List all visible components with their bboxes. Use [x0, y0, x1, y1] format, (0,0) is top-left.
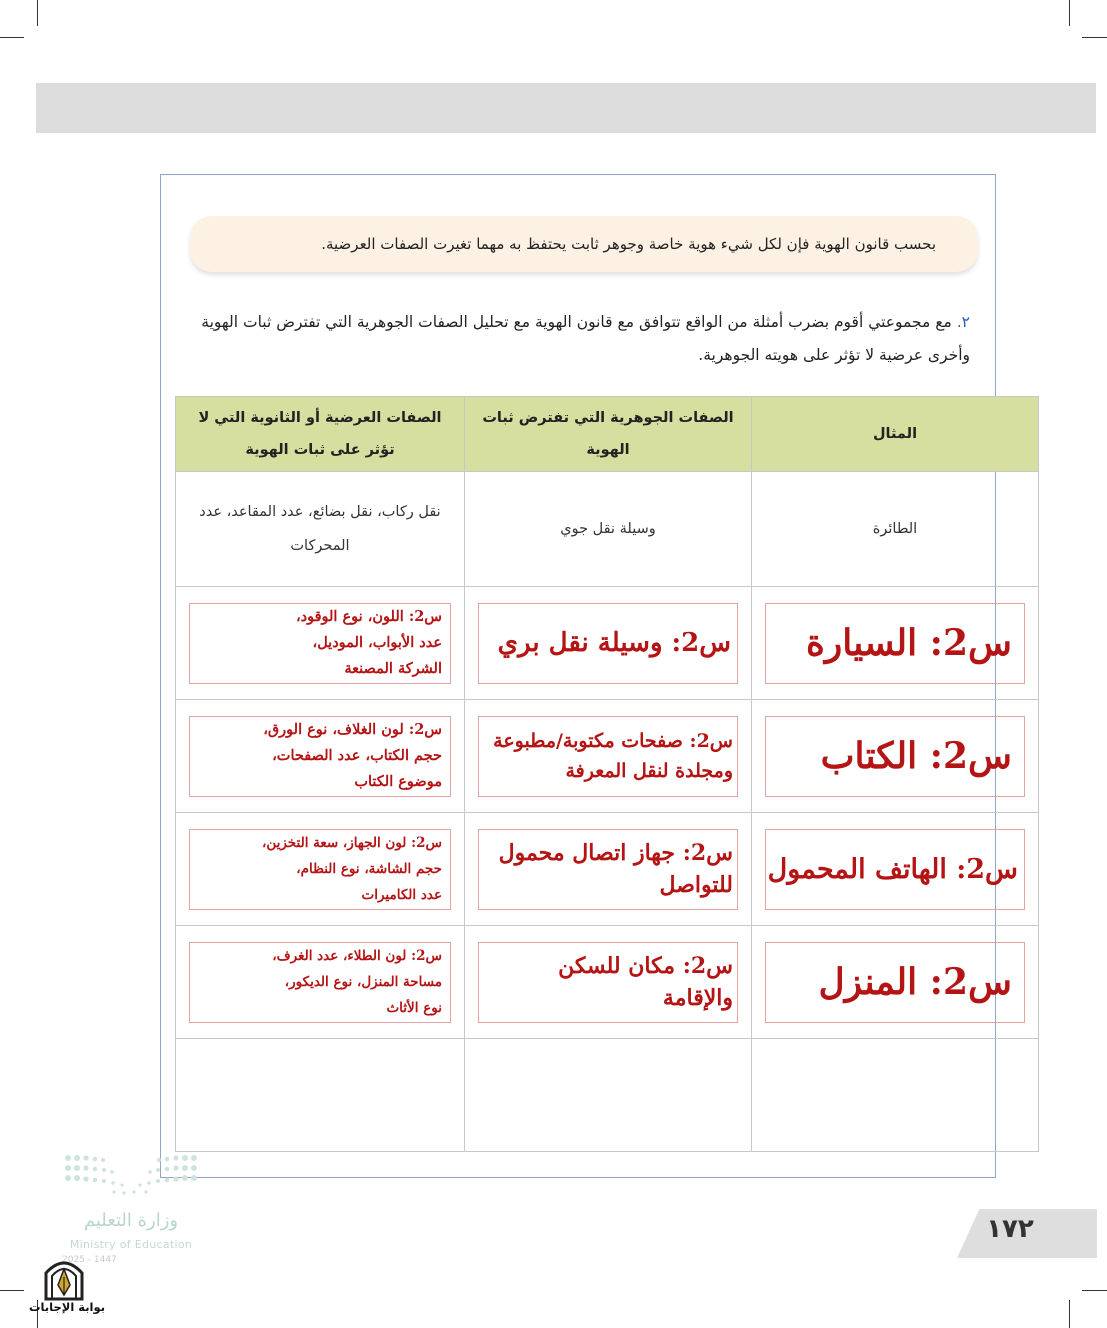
example-cell: الطائرة	[752, 472, 1039, 587]
header-essential: الصفات الجوهرية التي تفترض ثبات الهوية	[465, 397, 752, 472]
answer-line: حجم الشاشة، نوع النظام،	[296, 861, 442, 877]
crop-mark	[1069, 1300, 1070, 1328]
crop-mark	[0, 37, 24, 38]
answer-accidental	[189, 829, 451, 910]
ministry-name-ar: وزارة التعليم	[83, 1210, 179, 1231]
answer-line: عدد الكاميرات	[361, 887, 442, 903]
answer-accidental	[189, 603, 451, 684]
answer-line: س2: لون الجهاز، سعة التخزين،	[261, 835, 442, 851]
ministry-logo-icon	[62, 1152, 200, 1200]
table-row	[176, 587, 1039, 700]
answer-example: س2: المنزل	[765, 942, 1025, 1023]
page-number: ١٧٢	[986, 1214, 1034, 1244]
answer-accidental	[189, 942, 451, 1023]
header-example: المثال	[752, 397, 1039, 472]
answer-line: س2: مكان للسكن	[558, 953, 733, 979]
empty-cell	[465, 1039, 752, 1152]
crop-mark	[1082, 37, 1107, 38]
answer-line: للتواصل	[659, 872, 733, 898]
header-band	[36, 83, 1096, 133]
answer-essential	[478, 829, 738, 910]
table-row	[176, 1039, 1039, 1152]
identity-law-callout	[190, 216, 978, 272]
accidental-cell: نقل ركاب، نقل بضائع، عدد المقاعد، عدد المحركات	[176, 472, 465, 587]
answer-line: مساحة المنزل، نوع الديكور،	[284, 974, 442, 990]
answer-line: موضوع الكتاب	[354, 773, 442, 790]
crop-mark	[1082, 1290, 1107, 1291]
ministry-name-en: Ministry of Education	[69, 1238, 193, 1251]
answer-essential	[478, 942, 738, 1023]
answer-example: س2: الكتاب	[765, 716, 1025, 797]
answer-line: حجم الكتاب، عدد الصفحات،	[272, 747, 442, 764]
answer-line: س2: اللون، نوع الوقود،	[295, 608, 442, 625]
answer-line: س2: لون الغلاف، نوع الورق،	[263, 721, 442, 738]
answer-accidental	[189, 716, 451, 797]
answer-essential	[478, 603, 738, 684]
portal-logo-icon	[42, 1255, 86, 1301]
activity-number: ٢.	[956, 313, 970, 331]
empty-cell	[176, 1039, 465, 1152]
crop-mark	[0, 1290, 24, 1291]
table-row	[176, 813, 1039, 926]
crop-mark	[1069, 0, 1070, 26]
answer-line: عدد الأبواب، الموديل،	[312, 634, 442, 651]
answer-line: والإقامة	[662, 985, 733, 1011]
answer-example: س2: السيارة	[765, 603, 1025, 684]
activity-instruction	[180, 306, 970, 372]
answer-line: الشركة المصنعة	[344, 660, 442, 677]
empty-cell	[752, 1039, 1039, 1152]
answer-example: س2: الهاتف المحمول	[765, 829, 1025, 910]
answer-line: ومجلدة لنقل المعرفة	[565, 760, 733, 782]
answer-essential	[478, 716, 738, 797]
callout-text: بحسب قانون الهوية فإن لكل شيء هوية خاصة وجوهر ثابت يحتفظ به مهما تغيرت الصفات العرضية.	[321, 235, 936, 253]
answer-line: نوع الأثاث	[386, 1000, 442, 1016]
portal-name: بوابة الإجابات	[28, 1300, 106, 1314]
header-accidental: الصفات العرضية أو الثانوية التي لا تؤثر على ثبات الهوية	[176, 397, 465, 472]
answer-line: س2: لون الطلاء، عدد الغرف،	[272, 948, 442, 964]
answer-line: س2: وسيلة نقل بري	[497, 628, 731, 658]
table-row	[176, 926, 1039, 1039]
table-row	[176, 700, 1039, 813]
table-row	[176, 472, 1039, 587]
identity-table	[175, 396, 1039, 1152]
answer-line: س2: صفحات مكتوبة/مطبوعة	[493, 730, 733, 752]
table-header-row	[176, 397, 1039, 472]
crop-mark	[37, 0, 38, 26]
essential-cell: وسيلة نقل جوي	[465, 472, 752, 587]
activity-text: مع مجموعتي أقوم بضرب أمثلة من الواقع تتوافق مع قانون الهوية مع تحليل الصفات الجوهرية التي تفترض ثبات الهوية وأخرى عرضية لا تؤثر على هويته الجوهرية.	[201, 313, 970, 364]
ministry-year: 2025 - 1447	[62, 1255, 117, 1265]
answer-line: س2: جهاز اتصال محمول	[498, 840, 733, 866]
